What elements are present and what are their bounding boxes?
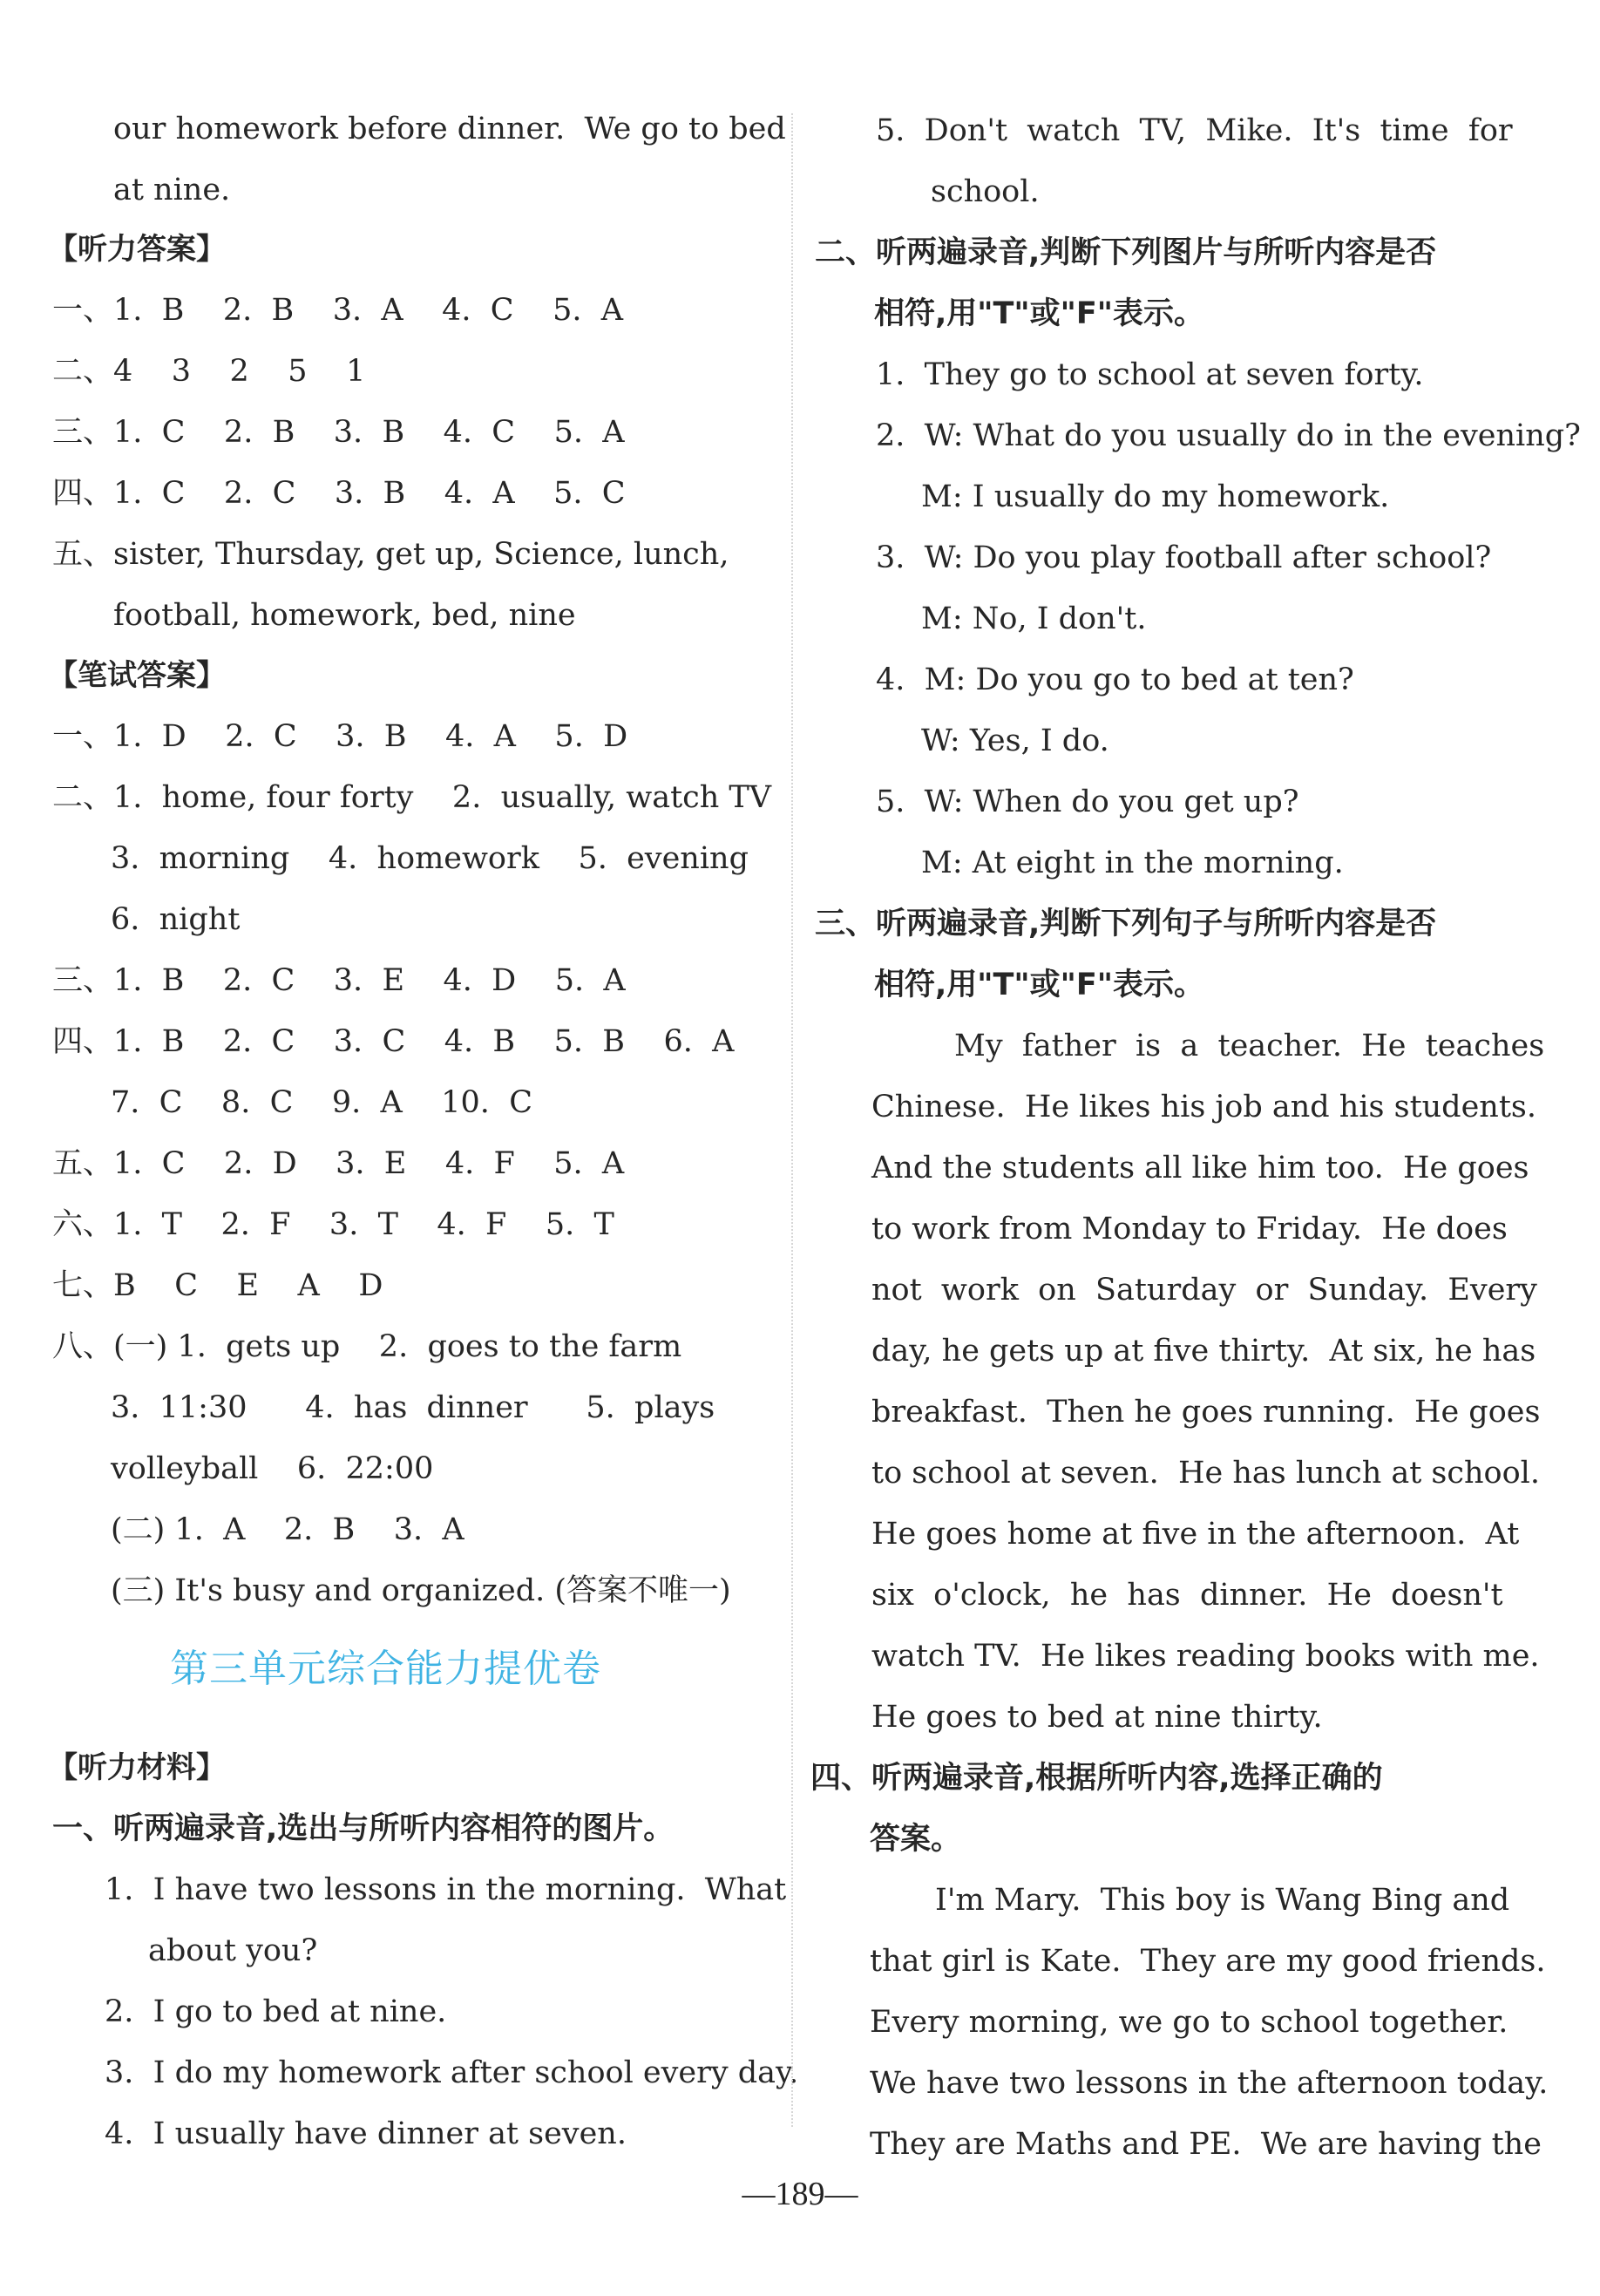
answer-line: (三) It's busy and organized. (答案不唯一) [111,1573,731,1608]
answer-line: 3. morning 4. homework 5. evening [111,841,749,876]
transcript-line: M: No, I don't. [921,601,1147,636]
answer-line: 五、sister, Thursday, get up, Science, lunch, [52,537,729,572]
transcript-line: M: I usually do my homework. [921,479,1390,514]
section-heading-listening-answers: 【听力答案】 [48,232,226,267]
transcript-line: 1. I have two lessons in the morning. What [105,1872,787,1907]
section-heading-written-answers: 【笔试答案】 [48,658,226,693]
passage-line: We have two lessons in the afternoon today. [870,2066,1549,2101]
passage-line: My father is a teacher. He teaches [954,1029,1545,1063]
question-instruction: 二、听两遍录音,判断下列图片与所听内容是否 [815,235,1437,270]
answer-line: 二、4 3 2 5 1 [52,354,366,389]
transcript-line: about you? [148,1933,318,1968]
page-number: —189— [742,2176,858,2212]
passage-line: And the students all like him too. He goes [871,1151,1529,1185]
transcript-line: 4. I usually have dinner at seven. [105,2116,627,2151]
passage-line: not work on Saturday or Sunday. Every [871,1273,1537,1308]
passage-line: He goes to bed at nine thirty. [871,1700,1323,1735]
passage-line: that girl is Kate. They are my good friends. [870,1944,1546,1979]
transcript-line: M: At eight in the morning. [921,846,1344,880]
passage-line: to work from Monday to Friday. He does [871,1212,1508,1246]
transcript-line: 1. They go to school at seven forty. [876,357,1424,392]
transcript-line: 3. W: Do you play football after school? [876,540,1492,575]
passage-line: to school at seven. He has lunch at school. [871,1456,1540,1491]
answer-line: (二) 1. A 2. B 3. A [111,1512,464,1547]
transcript-line: 3. I do my homework after school every day. [105,2055,799,2090]
section-heading-listening-material: 【听力材料】 [48,1750,226,1785]
answer-line: 五、1. C 2. D 3. E 4. F 5. A [52,1146,625,1181]
answer-line: 七、B C E A D [52,1268,383,1303]
transcript-line: W: Yes, I do. [921,723,1109,758]
text-line: our homework before dinner. We go to bed [113,112,786,146]
passage-line: I'm Mary. This boy is Wang Bing and [935,1883,1510,1918]
transcript-line: 5. Don't watch TV, Mike. It's time for [876,113,1513,148]
answer-line: 八、(一) 1. gets up 2. goes to the farm [52,1329,682,1364]
answer-line: football, homework, bed, nine [113,598,576,633]
question-instruction: 四、听两遍录音,根据所听内容,选择正确的 [810,1761,1383,1796]
text-line: at nine. [113,173,231,207]
answer-line: 7. C 8. C 9. A 10. C [111,1085,532,1120]
answer-line: 三、1. B 2. C 3. E 4. D 5. A [52,963,626,998]
passage-line: Every morning, we go to school together. [870,2005,1508,2040]
question-instruction: 相符,用"T"或"F"表示。 [874,296,1205,331]
answer-line: 二、1. home, four forty 2. usually, watch TV [52,780,772,815]
answer-line: 3. 11:30 4. has dinner 5. plays [111,1390,715,1425]
answer-line: 一、1. B 2. B 3. A 4. C 5. A [52,293,624,328]
question-instruction: 三、听两遍录音,判断下列句子与所听内容是否 [815,907,1437,941]
unit-title: 第三单元综合能力提优卷 [170,1647,601,1691]
answer-line: 六、1. T 2. F 3. T 4. F 5. T [52,1207,614,1242]
answer-line: 三、1. C 2. B 3. B 4. C 5. A [52,415,625,450]
column-divider [791,113,793,2127]
transcript-line: 2. W: What do you usually do in the evening? [876,418,1581,453]
question-instruction: 答案。 [870,1822,962,1857]
passage-line: Chinese. He likes his job and his students. [871,1090,1536,1124]
answer-line: volleyball 6. 22:00 [111,1451,434,1486]
passage-line: six o'clock, he has dinner. He doesn't [871,1578,1503,1613]
passage-line: breakfast. Then he goes running. He goes [871,1395,1541,1430]
answer-line: 四、1. C 2. C 3. B 4. A 5. C [52,476,626,511]
question-instruction: 一、听两遍录音,选出与所听内容相符的图片。 [52,1811,675,1846]
passage-line: He goes home at five in the afternoon. At [871,1517,1520,1552]
answer-line: 6. night [111,902,241,937]
passage-line: They are Maths and PE. We are having the [870,2127,1542,2162]
transcript-line: 5. W: When do you get up? [876,785,1299,819]
answer-line: 四、1. B 2. C 3. C 4. B 5. B 6. A [52,1024,735,1059]
transcript-line: 2. I go to bed at nine. [105,1994,447,2029]
transcript-line: school. [931,174,1040,209]
passage-line: day, he gets up at five thirty. At six, he has [871,1334,1536,1369]
passage-line: watch TV. He likes reading books with me. [871,1639,1540,1674]
question-instruction: 相符,用"T"或"F"表示。 [874,968,1205,1002]
answer-line: 一、1. D 2. C 3. B 4. A 5. D [52,719,628,754]
transcript-line: 4. M: Do you go to bed at ten? [876,662,1354,697]
